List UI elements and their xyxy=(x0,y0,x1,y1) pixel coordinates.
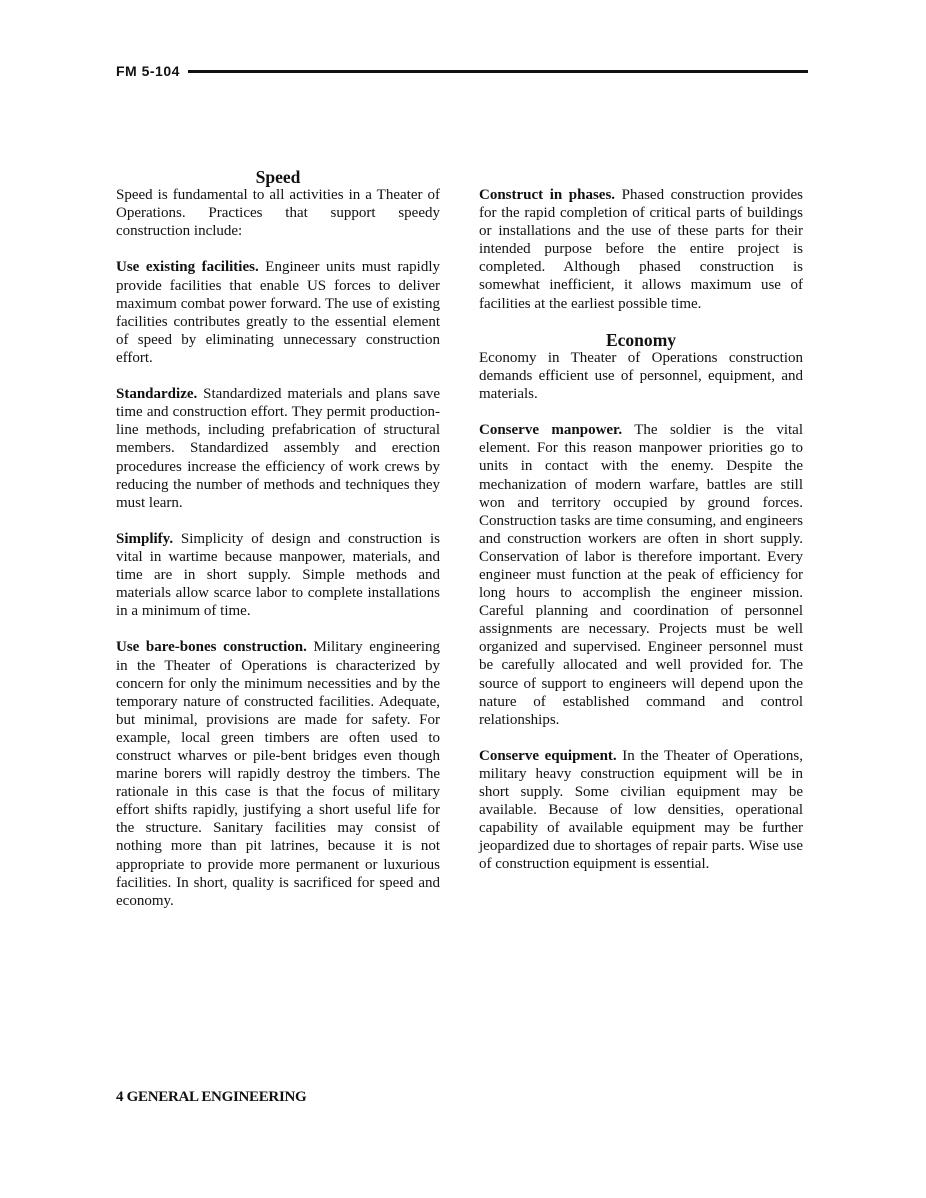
paragraph-lead: Standardize. xyxy=(116,386,198,403)
paragraph-use-existing-facilities xyxy=(116,258,440,367)
paragraph-text: Phased construction provides for the rapid completion of critical parts of buildings or installations and the use of these parts for their intended purpose before the entire project is completed. Although phased construction is somewhat inefficient, it allows maximum use of facilities at the earliest possible time. xyxy=(479,187,804,312)
paragraph-text: Standardized materials and plans save time and construction effort. They permit production-line methods, including prefabrication of structural members. Standardized assembly and erection procedures increase the efficiency of work crews by reducing the number of methods and techniques they must learn. xyxy=(116,386,440,511)
speed-heading: Speed xyxy=(255,167,301,187)
paragraph-construct-in-phases xyxy=(479,186,803,313)
economy-intro: Economy in Theater of Operations construction demands efficient use of personnel, equipment, and materials. xyxy=(479,349,803,403)
right-column xyxy=(479,186,803,892)
paragraph-lead: Simplify. xyxy=(116,530,174,547)
speed-intro: Speed is fundamental to all activities in a Theater of Operations. Practices that support speedy construction include: xyxy=(116,187,440,240)
document-id: FM 5-104 xyxy=(116,63,180,79)
paragraph-bare-bones-construction xyxy=(116,638,440,909)
left-column xyxy=(116,168,440,928)
paragraph-lead: Use bare-bones construction. xyxy=(116,639,307,656)
economy-heading: Economy xyxy=(605,329,677,350)
header-rule xyxy=(188,70,808,73)
paragraph-text: Military engineering in the Theater of Operations is characterized by concern for only the minimum necessities and by the temporary nature of constructed facilities. Adequate, but minimal, provisions are made for safety. For example, local green timbers are often used to construct wharves or pile-bent bridges even though marine borers will rapidly destroy the timbers. The rationale in this case is that the focus of military effort shifts rapidly, justifying a short useful life for the structure. Sanitary facilities may consist of nothing more than pit latrines, because it is not appropriate to provide more permanent or luxurious facilities. In short, quality is sacrificed for speed and economy. xyxy=(116,639,441,909)
page-header xyxy=(116,62,808,80)
paragraph-standardize xyxy=(116,385,440,512)
paragraph-simplify xyxy=(116,530,440,620)
paragraph-text: The soldier is the vital element. For this reason manpower priorities go to units in contact with the enemy. Despite the mechanization of modern warfare, battles are still won and territory occupied by ground forces. Construction tasks are time consuming, and engineers and construction workers are often in short supply. Conservation of labor is therefore important. Every engineer must function at the peak of efficiency for long hours to accomplish the engineer mission. Careful planning and coordination of personnel assignments are necessary. Projects must be well organized and supervised. Engineer personnel must be carefully allocated and well provided for. The source of support to engineers will depend upon the nature of established command and control relationships. xyxy=(479,422,803,728)
paragraph-text: Simplicity of design and construction is vital in wartime because manpower, materials, and time are in short supply. Simple methods and materials allow scarce labor to complete installations in a minimum of time. xyxy=(116,530,440,620)
paragraph-conserve-manpower xyxy=(479,421,803,729)
paragraph-text: In the Theater of Operations, military heavy construction equipment will be in short supply. Some civilian equipment may be available. Because of low densities, operational capability of available equipment may be further jeopardized due to shortages of repair parts. Wise use of construction equipment is essential. xyxy=(479,747,803,873)
paragraph-lead: Use existing facilities. xyxy=(116,259,259,276)
page-footer: 4 GENERAL ENGINEERING xyxy=(116,1089,307,1105)
paragraph-text: Engineer units must rapidly provide facilities that enable US forces to deliver maximum combat power forward. The use of existing facilities contributes greatly to the essential element of speed by eliminating unnecessary construction effort. xyxy=(116,259,440,366)
paragraph-conserve-equipment xyxy=(479,747,803,874)
paragraph-lead: Construct in phases. xyxy=(479,187,616,203)
paragraph-lead: Conserve manpower. xyxy=(479,422,623,439)
paragraph-lead: Conserve equipment. xyxy=(479,747,617,764)
